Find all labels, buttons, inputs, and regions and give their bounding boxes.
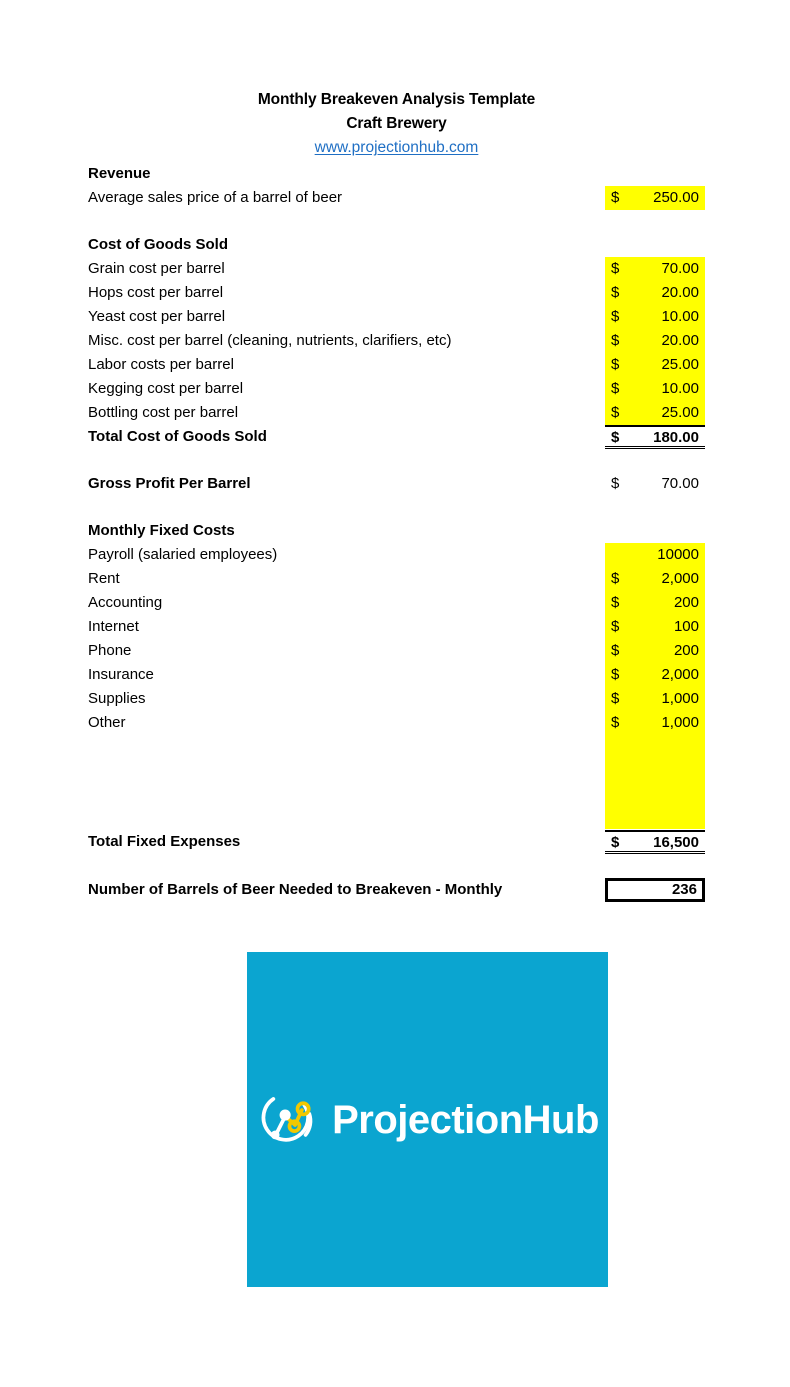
table-row	[88, 759, 705, 783]
table-row	[88, 591, 705, 615]
cell-value: 20.00	[661, 284, 699, 301]
cell-value: 25.00	[661, 356, 699, 373]
table-row	[88, 186, 705, 210]
table-row-breakeven	[88, 878, 705, 902]
currency-symbol: $	[611, 284, 620, 301]
table-row	[88, 257, 705, 281]
currency-symbol: $	[611, 380, 620, 397]
logo-lockup	[247, 1089, 608, 1151]
table-row-gross-profit	[88, 472, 705, 496]
table-row	[88, 567, 705, 591]
currency-symbol: $	[611, 332, 620, 349]
cell-value: 70.00	[661, 260, 699, 277]
cell-value: 16,500	[653, 834, 699, 851]
section-heading-revenue	[88, 162, 705, 186]
fixed-costs-heading: Monthly Fixed Costs	[88, 522, 235, 539]
row-label-rent: Rent	[88, 570, 120, 587]
input-cell-blank-1[interactable]	[605, 735, 705, 759]
currency-symbol: $	[611, 189, 620, 206]
result-cell-breakeven-barrels	[605, 878, 705, 902]
input-cell-kegging-cost[interactable]	[605, 377, 705, 401]
row-label-payroll: Payroll (salaried employees)	[88, 546, 278, 563]
currency-symbol: $	[611, 404, 620, 421]
website-link-row	[88, 136, 705, 160]
row-label-supplies: Supplies	[88, 690, 146, 707]
cell-value: 10000	[657, 546, 699, 563]
input-cell-average-sales-price[interactable]	[605, 186, 705, 210]
currency-symbol: $	[611, 429, 620, 446]
row-label-breakeven: Number of Barrels of Beer Needed to Breakeven - Monthly	[88, 881, 503, 898]
input-cell-blank-4[interactable]	[605, 805, 705, 829]
table-row	[88, 401, 705, 425]
total-cell-cogs	[605, 425, 705, 449]
cell-value: 200	[673, 594, 699, 611]
currency-symbol: $	[611, 714, 620, 731]
input-cell-hops-cost[interactable]	[605, 281, 705, 305]
currency-symbol: $	[611, 594, 620, 611]
input-cell-yeast-cost[interactable]	[605, 305, 705, 329]
row-label-internet: Internet	[88, 618, 139, 635]
currency-symbol: $	[611, 308, 620, 325]
cell-value: 25.00	[661, 404, 699, 421]
input-cell-blank-2[interactable]	[605, 759, 705, 783]
cell-value: 200	[673, 642, 699, 659]
table-row	[88, 543, 705, 567]
table-row	[88, 639, 705, 663]
row-label-yeast-cost: Yeast cost per barrel	[88, 308, 226, 325]
cell-value: 10.00	[661, 308, 699, 325]
cogs-heading: Cost of Goods Sold	[88, 236, 228, 253]
input-cell-internet[interactable]	[605, 615, 705, 639]
cell-value: 10.00	[661, 380, 699, 397]
cell-value: 180.00	[653, 429, 699, 446]
row-label-kegging-cost: Kegging cost per barrel	[88, 380, 244, 397]
currency-symbol: $	[611, 690, 620, 707]
input-cell-labor-costs[interactable]	[605, 353, 705, 377]
currency-symbol: $	[611, 666, 620, 683]
projectionhub-network-icon	[256, 1089, 318, 1151]
input-cell-accounting[interactable]	[605, 591, 705, 615]
currency-symbol: $	[611, 642, 620, 659]
input-cell-other[interactable]	[605, 711, 705, 735]
row-label-phone: Phone	[88, 642, 132, 659]
page-title: Monthly Breakeven Analysis Template	[257, 91, 536, 108]
table-row	[88, 305, 705, 329]
table-row	[88, 711, 705, 735]
input-cell-phone[interactable]	[605, 639, 705, 663]
table-row-total-fixed-expenses	[88, 830, 705, 854]
section-heading-monthly-fixed-costs	[88, 519, 705, 543]
row-label-average-sales-price: Average sales price of a barrel of beer	[88, 189, 343, 206]
cell-value: 100	[673, 618, 699, 635]
currency-symbol: $	[611, 570, 620, 587]
row-label-gross-profit: Gross Profit Per Barrel	[88, 475, 251, 492]
table-row	[88, 663, 705, 687]
page-subtitle: Craft Brewery	[346, 115, 447, 132]
cell-value: 70.00	[661, 475, 699, 492]
section-heading-cost-of-goods-sold	[88, 233, 705, 257]
total-cell-fixed-expenses	[605, 830, 705, 854]
row-label-total-fixed-expenses: Total Fixed Expenses	[88, 833, 241, 850]
table-row	[88, 805, 705, 829]
currency-symbol: $	[611, 618, 620, 635]
table-row	[88, 353, 705, 377]
table-row-total-cogs	[88, 425, 705, 449]
table-row	[88, 615, 705, 639]
projectionhub-logo-panel	[247, 952, 608, 1287]
row-label-total-cogs: Total Cost of Goods Sold	[88, 428, 267, 445]
website-link[interactable]: www.projectionhub.com	[314, 139, 479, 156]
input-cell-misc-cost[interactable]	[605, 329, 705, 353]
table-row	[88, 329, 705, 353]
input-cell-payroll[interactable]	[605, 543, 705, 567]
row-label-other: Other	[88, 714, 126, 731]
row-label-misc-cost: Misc. cost per barrel (cleaning, nutrients, clarifiers, etc)	[88, 332, 452, 349]
table-row	[88, 281, 705, 305]
input-cell-supplies[interactable]	[605, 687, 705, 711]
result-cell-gross-profit	[605, 472, 705, 496]
cell-value: 2,000	[661, 666, 699, 683]
input-cell-rent[interactable]	[605, 567, 705, 591]
table-row	[88, 377, 705, 401]
cell-value: 236	[671, 881, 697, 898]
input-cell-bottling-cost[interactable]	[605, 401, 705, 425]
table-row	[88, 783, 705, 807]
row-label-grain-cost: Grain cost per barrel	[88, 260, 225, 277]
row-label-accounting: Accounting	[88, 594, 163, 611]
row-label-insurance: Insurance	[88, 666, 154, 683]
currency-symbol: $	[611, 356, 620, 373]
currency-symbol: $	[611, 834, 620, 851]
currency-symbol: $	[611, 475, 620, 492]
cell-value: 1,000	[661, 714, 699, 731]
row-label-bottling-cost: Bottling cost per barrel	[88, 404, 239, 421]
input-cell-insurance[interactable]	[605, 663, 705, 687]
table-row	[88, 687, 705, 711]
input-cell-blank-3[interactable]	[605, 783, 705, 807]
cell-value: 1,000	[661, 690, 699, 707]
revenue-heading: Revenue	[88, 165, 151, 182]
currency-symbol: $	[611, 260, 620, 277]
logo-wordmark: ProjectionHub	[332, 1097, 599, 1142]
cell-value: 20.00	[661, 332, 699, 349]
cell-value: 250.00	[653, 189, 699, 206]
cell-value: 2,000	[661, 570, 699, 587]
document-title-block	[88, 88, 705, 160]
input-cell-grain-cost[interactable]	[605, 257, 705, 281]
row-label-labor-costs: Labor costs per barrel	[88, 356, 234, 373]
table-row	[88, 735, 705, 759]
row-label-hops-cost: Hops cost per barrel	[88, 284, 224, 301]
